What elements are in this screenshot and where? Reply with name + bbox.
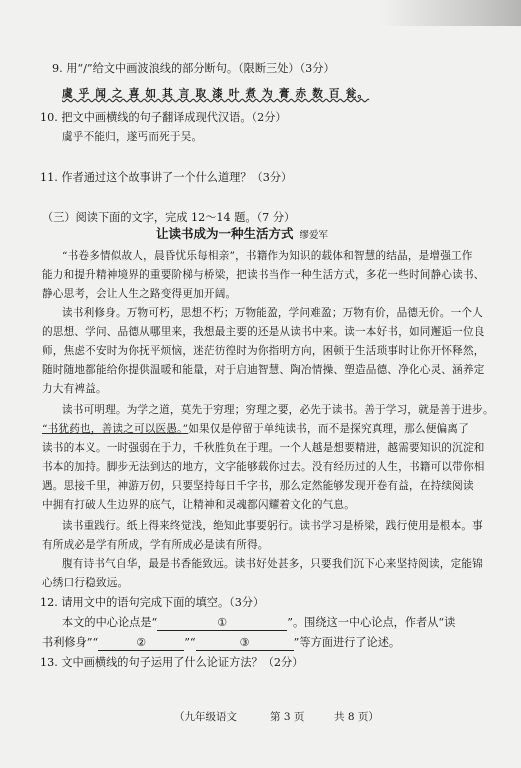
passage-p2-line: 随时随地都能给你提供温暖和能量，对于启迪智慧、陶冶情操、塑造品德、净化心灵、涵养定 bbox=[42, 364, 485, 376]
footer-subject: （九年级语文 bbox=[174, 711, 237, 723]
footer-page: 第 3 页 bbox=[270, 711, 305, 723]
answer-blank-3[interactable]: ③ bbox=[196, 636, 294, 651]
passage-p1-line: “书卷多情似故人，晨昏忧乐每相亲”，书籍作为知识的载体和智慧的结晶，是增强工作 bbox=[62, 250, 473, 262]
scan-shadow bbox=[381, 0, 521, 26]
passage-p5-line: 心绣口行稳致远。 bbox=[42, 577, 129, 589]
q12-line2 bbox=[42, 636, 400, 651]
passage-p2-line: 读书利修身。万物可朽，思想不朽；万物能盈，学问难盈；万物有价，品德无价。一个人 bbox=[62, 307, 483, 319]
passage-p4-line: 有所成必是学有所成，学有所成必是读有所得。 bbox=[42, 539, 269, 551]
passage-p1-line: 能力和提升精神境界的重要阶梯与桥梁，把读书当作一种生活方式，多花一些时间静心读书、 bbox=[42, 269, 485, 281]
passage-p2-line: 的思想、学问、品德从哪里来，我想最主要的还是从读书中来。读一本好书，如同邂逅一位良 bbox=[42, 326, 485, 338]
passage-p3-text: 如果仅是停留于单纯读书，而不是探究真理，那么便偏离了 bbox=[188, 423, 469, 435]
section-header: （三）阅读下面的文字，完成 12～14 题。（7 分） bbox=[42, 211, 296, 224]
q13-stem: 13. 文中画横线的句子运用了什么论证方法？（2分） bbox=[40, 656, 304, 669]
q12-stem: 12. 请用文中的语句完成下面的填空。（3分） bbox=[40, 596, 265, 609]
passage-p3-line bbox=[42, 422, 469, 436]
q10-sentence: 虞乎不能归，遂丐而死于吴。 bbox=[62, 131, 203, 143]
answer-blank-1[interactable]: ① bbox=[157, 616, 287, 631]
article-title: 让读书成为一种生活方式 bbox=[156, 226, 294, 241]
passage-p2-line: 师，焦虑不安时为你抚平烦恼，迷茫彷徨时为你指明方向，困顿于生活琐事时让你开怀释然， bbox=[42, 345, 485, 357]
q9-stem: 9. 用“/”给文中画波浪线的部分断句。（限断三处）（3分） bbox=[52, 62, 335, 75]
passage-p5-line: 腹有诗书气自华，最是书香能致远。读书好处甚多，只要我们沉下心来坚持阅读，定能锦 bbox=[62, 558, 483, 570]
q12-text: 书利修身”“ bbox=[42, 636, 99, 649]
q12-text: ”“ bbox=[184, 636, 196, 649]
passage-p3-line: 遇。思接千里，神游万仞，只要坚持每日千字书，那么定然能够发现开卷有益，在持续阅读 bbox=[42, 480, 474, 492]
q12-line1 bbox=[62, 616, 455, 631]
q12-text: ”等方面进行了论述。 bbox=[293, 636, 401, 649]
passage-p3-line: 中拥有打破人生边界的底气，让精神和灵魂都闪耀着文化的气息。 bbox=[42, 499, 356, 511]
q11-stem: 11. 作者通过这个故事讲了一个什么道理？（3分） bbox=[40, 171, 293, 184]
article-title-line bbox=[156, 227, 328, 243]
q10-stem: 10. 把文中画横线的句子翻译成现代汉语。（2分） bbox=[40, 111, 287, 124]
answer-blank-2[interactable]: ② bbox=[98, 636, 184, 651]
article-author: 缪爱军 bbox=[299, 230, 329, 241]
passage-p2-line: 力大有裨益。 bbox=[42, 383, 107, 395]
passage-p3-line: 读书的本义。一时强弱在于力，千秋胜负在于理。一个人越是想要精进，越需要知识的沉淀和 bbox=[42, 442, 485, 454]
q12-text: ”。围绕这一中心论点，作者从“读 bbox=[287, 616, 456, 629]
q9-sentence: 虞 乎 闻 之 喜 如 其 言 取 漆 叶 煮 为 膏 赤 数 百 瓮。 bbox=[62, 88, 370, 100]
passage-p3-line: 读书可明理。为学之道，莫先于穷理；穷理之要，必先于读书。善于学习，就是善于进步。 bbox=[62, 404, 494, 416]
passage-p3-line: 书本的加持。脚步无法到达的地方，文字能够载你过去。没有经历过的人生，书籍可以带你相 bbox=[42, 461, 485, 473]
passage-p1-line: 静心思考，会让人生之路变得更加开阔。 bbox=[42, 288, 237, 300]
underlined-sentence: “书犹药也，善读之可以医愚。” bbox=[42, 423, 189, 435]
q12-text: 本文的中心论点是“ bbox=[62, 616, 158, 629]
footer-total: 共 8 页） bbox=[334, 711, 379, 723]
passage-p4-line: 读书重践行。纸上得来终觉浅，绝知此事要躬行。读书学习是桥梁，践行使用是根本。事 bbox=[62, 520, 483, 532]
